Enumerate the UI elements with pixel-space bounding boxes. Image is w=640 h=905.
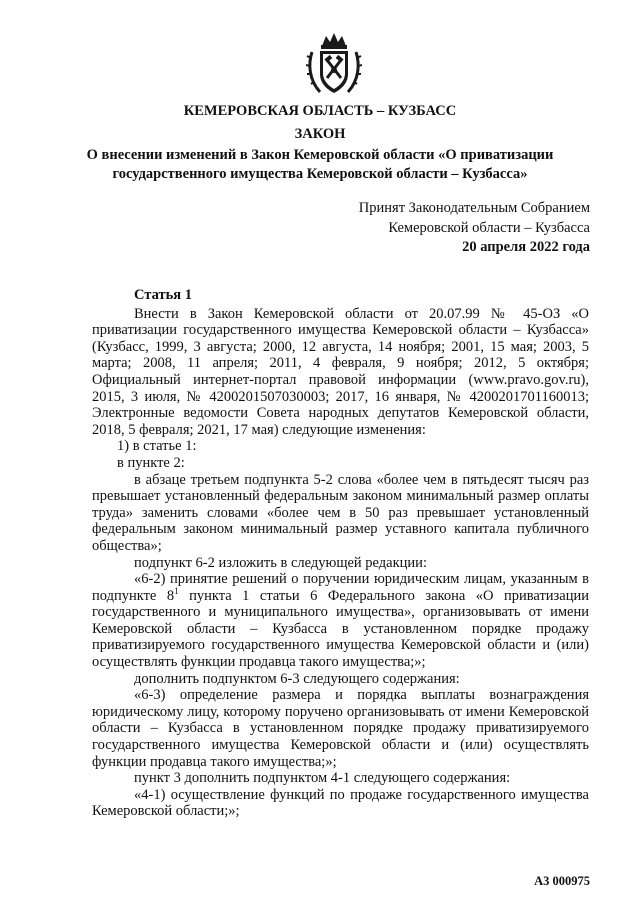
- adoption-block: [359, 199, 590, 258]
- amendment-paragraph-6-3: «6-3) определение размера и порядка выплаты вознаграждения юридическому лицу, которому поручено организовывать от имени Кемеровской области – Кузбасса в установленном порядке продажу приватизируемого государственного имущества Кемеровской области и (или) осуществлять функции продавца такого имущества;»;: [92, 687, 589, 770]
- text-span: «6-2) принятие решений о поручении юридическим лицам, указанным в подпункте 8: [92, 571, 589, 604]
- amendment-paragraph-4-1: «4-1) осуществление функций по продаже государственного имущества Кемеровской области;»;: [92, 786, 589, 820]
- law-title-line-1: О внесении изменений в Закон Кемеровской области «О приватизации: [86, 147, 554, 163]
- amendment-paragraph: подпункт 6-2 изложить в следующей редакции:: [134, 554, 427, 571]
- adoption-line-2: Кемеровской области – Кузбасса: [388, 219, 590, 236]
- adoption-line-1: Принят Законодательным Собранием: [358, 200, 590, 216]
- region-heading: КЕМЕРОВСКАЯ ОБЛАСТЬ – КУЗБАСС: [183, 103, 457, 119]
- superscript: 1: [174, 585, 179, 596]
- amendment-paragraph-6-2: [92, 571, 589, 671]
- amendment-paragraph: пункт 3 дополнить подпунктом 4-1 следующего содержания:: [134, 770, 511, 787]
- article-intro-paragraph: Внести в Закон Кемеровской области от 20.07.99 № 45-ОЗ «О приватизации государственного имущества Кемеровской области – Кузбасса» (Кузбасс, 1999, 3 августа; 2000, 12 августа, 14 ноября; 2001, 15 мая; 2003, 5 марта; 2008, 11 апреля; 2011, 4 февраля, 9 ноября; 2012, 5 октября; Официальный интернет-портал правовой информации (www.pravo.gov.ru), 2015, 3 июля, № 4200201507030003; 2017, 16 января, № 4200201701160013; Электронные ведомости Совета народных депутатов Кемеровской области, 2018, 5 февраля; 2021, 17 мая) следующие изменения:: [92, 305, 589, 438]
- article-heading: Статья 1: [134, 287, 192, 303]
- coat-of-arms-icon: [306, 30, 362, 98]
- document-type-heading: ЗАКОН: [294, 126, 346, 142]
- text-span: пункта 1 статьи 6 Федерального закона «О приватизации государственного и муниципального имущества», организовывать от имени Кемеровской области – Кузбасса в установленном порядке продажу приватизируемого государственного имущества Кемеровской области и (или) осуществлять функции продавца такого имущества;»;: [92, 587, 589, 671]
- amendment-paragraph: дополнить подпунктом 6-3 следующего содержания:: [134, 670, 460, 687]
- document-serial-code: А3 000975: [534, 874, 590, 888]
- amendment-point-2: в пункте 2:: [117, 454, 185, 471]
- amendment-item-1: 1) в статье 1:: [117, 438, 197, 455]
- adoption-date: 20 апреля 2022 года: [462, 239, 590, 255]
- amendment-paragraph: в абзаце третьем подпункта 5-2 слова «более чем в пятьдесят тысяч раз превышает установленный федеральным законом минимальный размер оплаты труда» заменить словами «более чем в 50 раз превышает установленный федеральным законом минимальный размер уставного капитала публичного общества»;: [92, 471, 589, 554]
- law-title: [0, 146, 640, 184]
- law-title-line-2: государственного имущества Кемеровской области – Кузбасса»: [112, 166, 528, 182]
- article-body: [92, 287, 589, 820]
